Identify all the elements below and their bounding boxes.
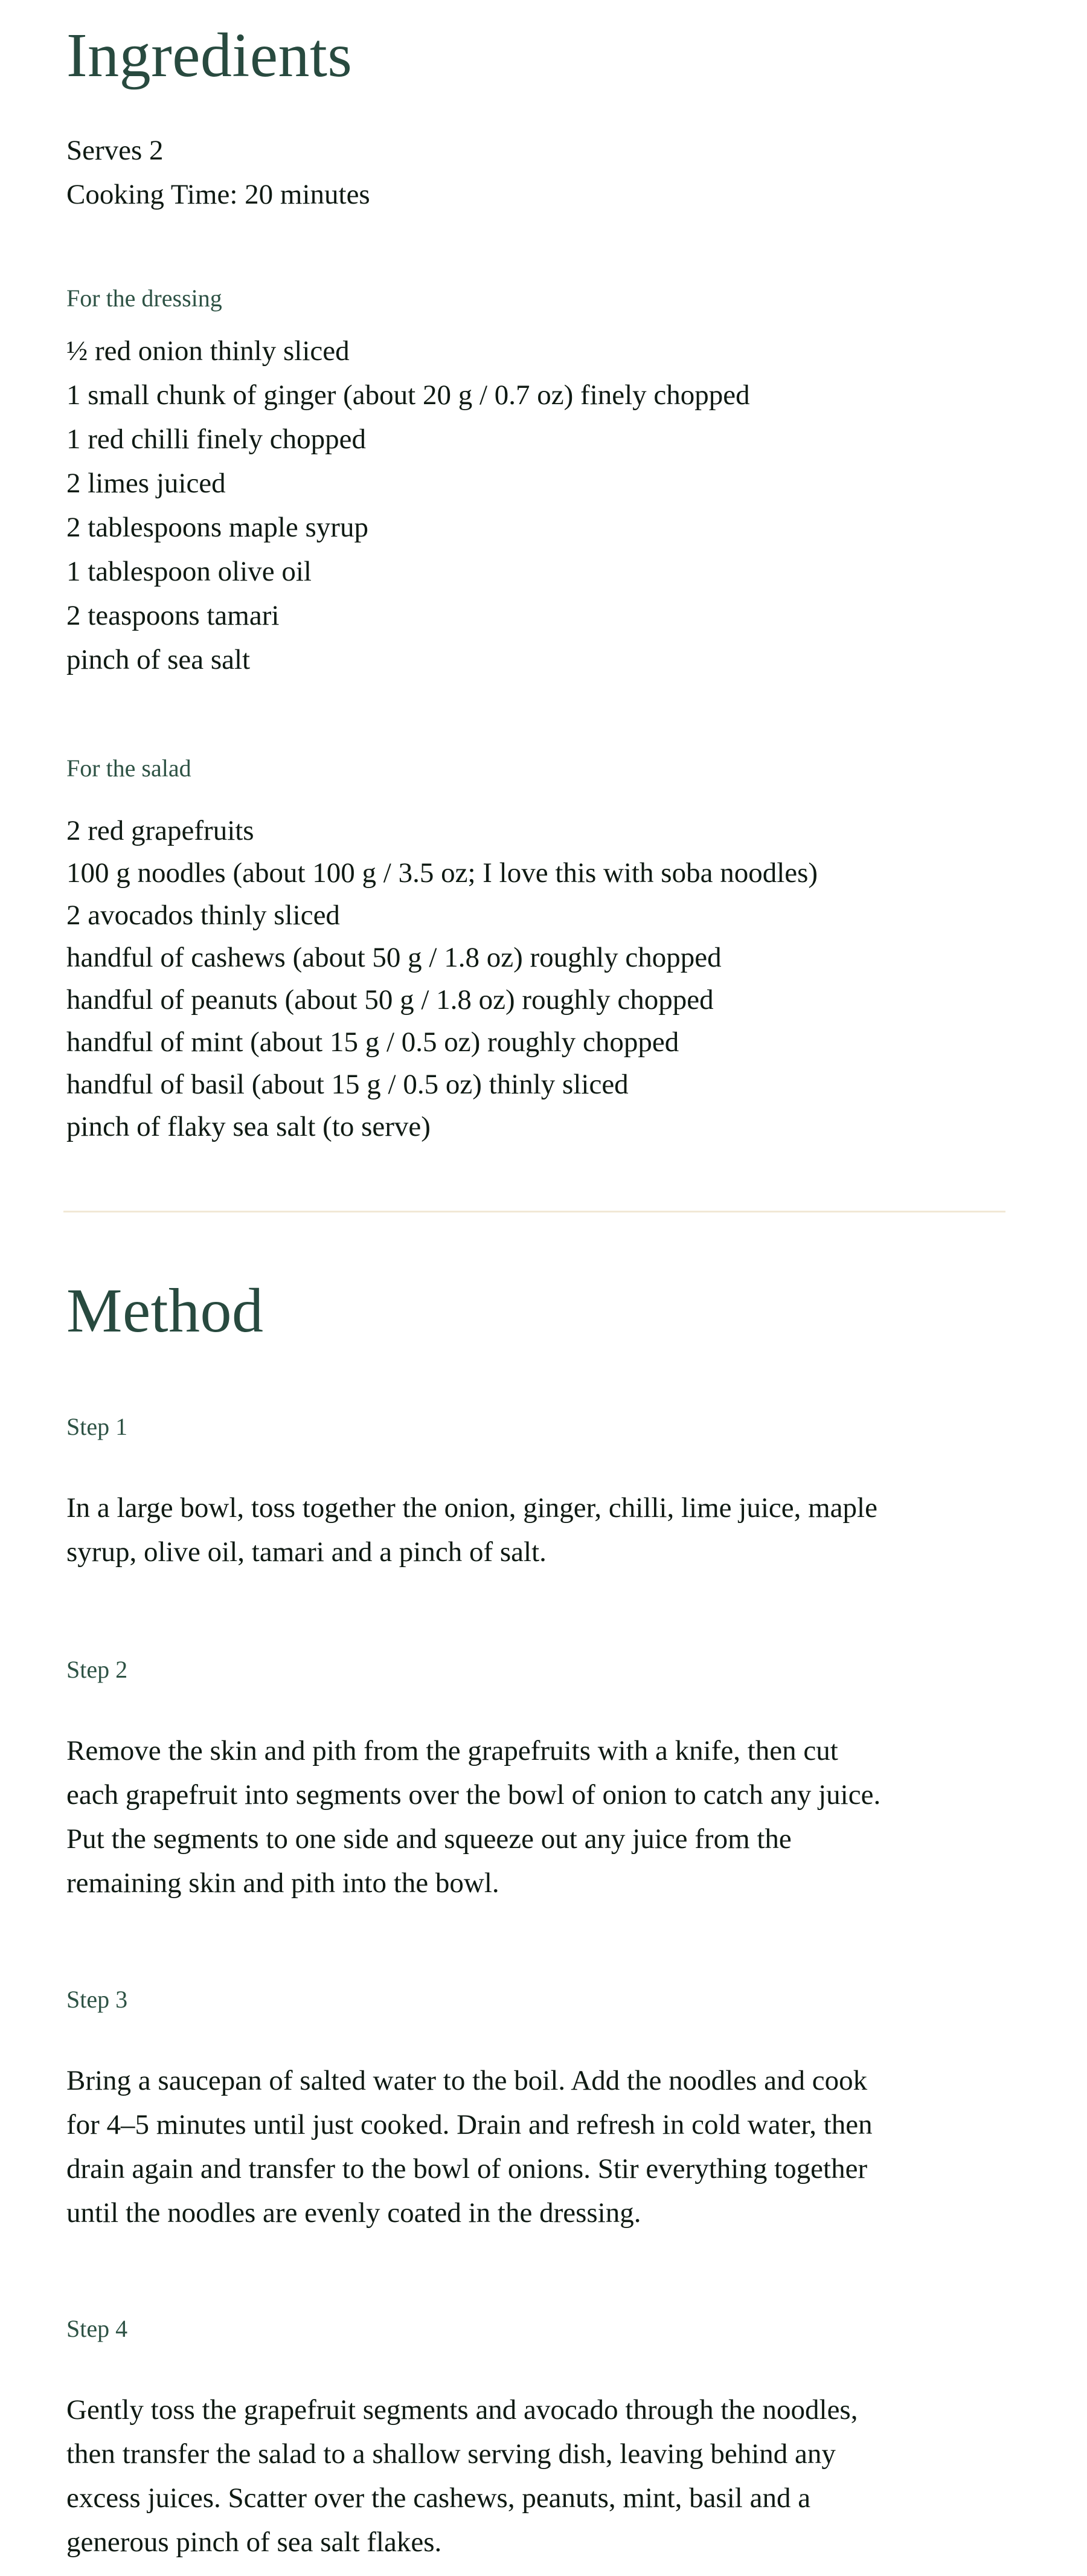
ingredient-item: 1 small chunk of ginger (about 20 g / 0.7 oz) finely chopped xyxy=(66,379,750,411)
ingredient-item: pinch of flaky sea salt (to serve) xyxy=(66,1111,431,1142)
section-divider xyxy=(63,1211,1005,1212)
step-4-heading: Step 4 xyxy=(66,2315,128,2342)
ingredient-item: handful of basil (about 15 g / 0.5 oz) thinly sliced xyxy=(66,1069,629,1100)
serves-info: Serves 2 xyxy=(66,135,164,166)
step-3-heading: Step 3 xyxy=(66,1986,128,2013)
step-line: Gently toss the grapefruit segments and avocado through the noodles, xyxy=(66,2394,858,2426)
step-2-text xyxy=(66,1729,1021,1905)
step-line: then transfer the salad to a shallow serving dish, leaving behind any xyxy=(66,2438,836,2470)
step-line: each grapefruit into segments over the bowl of onion to catch any juice. xyxy=(66,1779,881,1811)
ingredient-item: handful of mint (about 15 g / 0.5 oz) roughly chopped xyxy=(66,1026,679,1058)
ingredient-item: 2 limes juiced xyxy=(66,468,226,499)
ingredient-item: ½ red onion thinly sliced xyxy=(66,335,350,367)
ingredient-item: 1 red chilli finely chopped xyxy=(66,423,366,455)
step-line: remaining skin and pith into the bowl. xyxy=(66,1867,499,1899)
step-line: Bring a saucepan of salted water to the boil. Add the noodles and cook xyxy=(66,2065,868,2096)
cooking-time-info: Cooking Time: 20 minutes xyxy=(66,179,370,210)
step-1-text xyxy=(66,1486,1021,1574)
ingredient-item: 1 tablespoon olive oil xyxy=(66,556,312,587)
ingredient-item: 2 avocados thinly sliced xyxy=(66,900,340,931)
method-title: Method xyxy=(66,1276,264,1345)
dressing-ingredient-list xyxy=(66,329,750,682)
salad-heading: For the salad xyxy=(66,755,191,782)
ingredient-item: 2 teaspoons tamari xyxy=(66,600,280,631)
ingredient-item: 2 red grapefruits xyxy=(66,815,254,846)
ingredient-item: handful of peanuts (about 50 g / 1.8 oz) roughly chopped xyxy=(66,984,714,1016)
step-line: excess juices. Scatter over the cashews, peanuts, mint, basil and a xyxy=(66,2482,811,2514)
step-line: syrup, olive oil, tamari and a pinch of salt. xyxy=(66,1536,547,1568)
step-line: until the noodles are evenly coated in the dressing. xyxy=(66,2197,641,2229)
ingredient-item: 2 tablespoons maple syrup xyxy=(66,512,368,543)
step-line: for 4–5 minutes until just cooked. Drain and refresh in cold water, then xyxy=(66,2109,873,2140)
ingredient-item: handful of cashews (about 50 g / 1.8 oz) roughly chopped xyxy=(66,942,722,973)
step-3-text xyxy=(66,2059,1021,2235)
step-line: drain again and transfer to the bowl of onions. Stir everything together xyxy=(66,2153,868,2185)
step-line: generous pinch of sea salt flakes. xyxy=(66,2526,442,2558)
step-line: In a large bowl, toss together the onion, ginger, chilli, lime juice, maple xyxy=(66,1492,877,1524)
ingredients-title: Ingredients xyxy=(66,21,353,90)
step-line: Put the segments to one side and squeeze out any juice from the xyxy=(66,1823,792,1855)
ingredient-item: pinch of sea salt xyxy=(66,644,251,675)
dressing-heading: For the dressing xyxy=(66,285,222,312)
step-4-text xyxy=(66,2388,1021,2565)
step-line: Remove the skin and pith from the grapefruits with a knife, then cut xyxy=(66,1735,838,1766)
ingredient-item: 100 g noodles (about 100 g / 3.5 oz; I love this with soba noodles) xyxy=(66,857,818,889)
salad-ingredient-list xyxy=(66,810,818,1148)
step-2-heading: Step 2 xyxy=(66,1656,128,1683)
step-1-heading: Step 1 xyxy=(66,1413,128,1440)
